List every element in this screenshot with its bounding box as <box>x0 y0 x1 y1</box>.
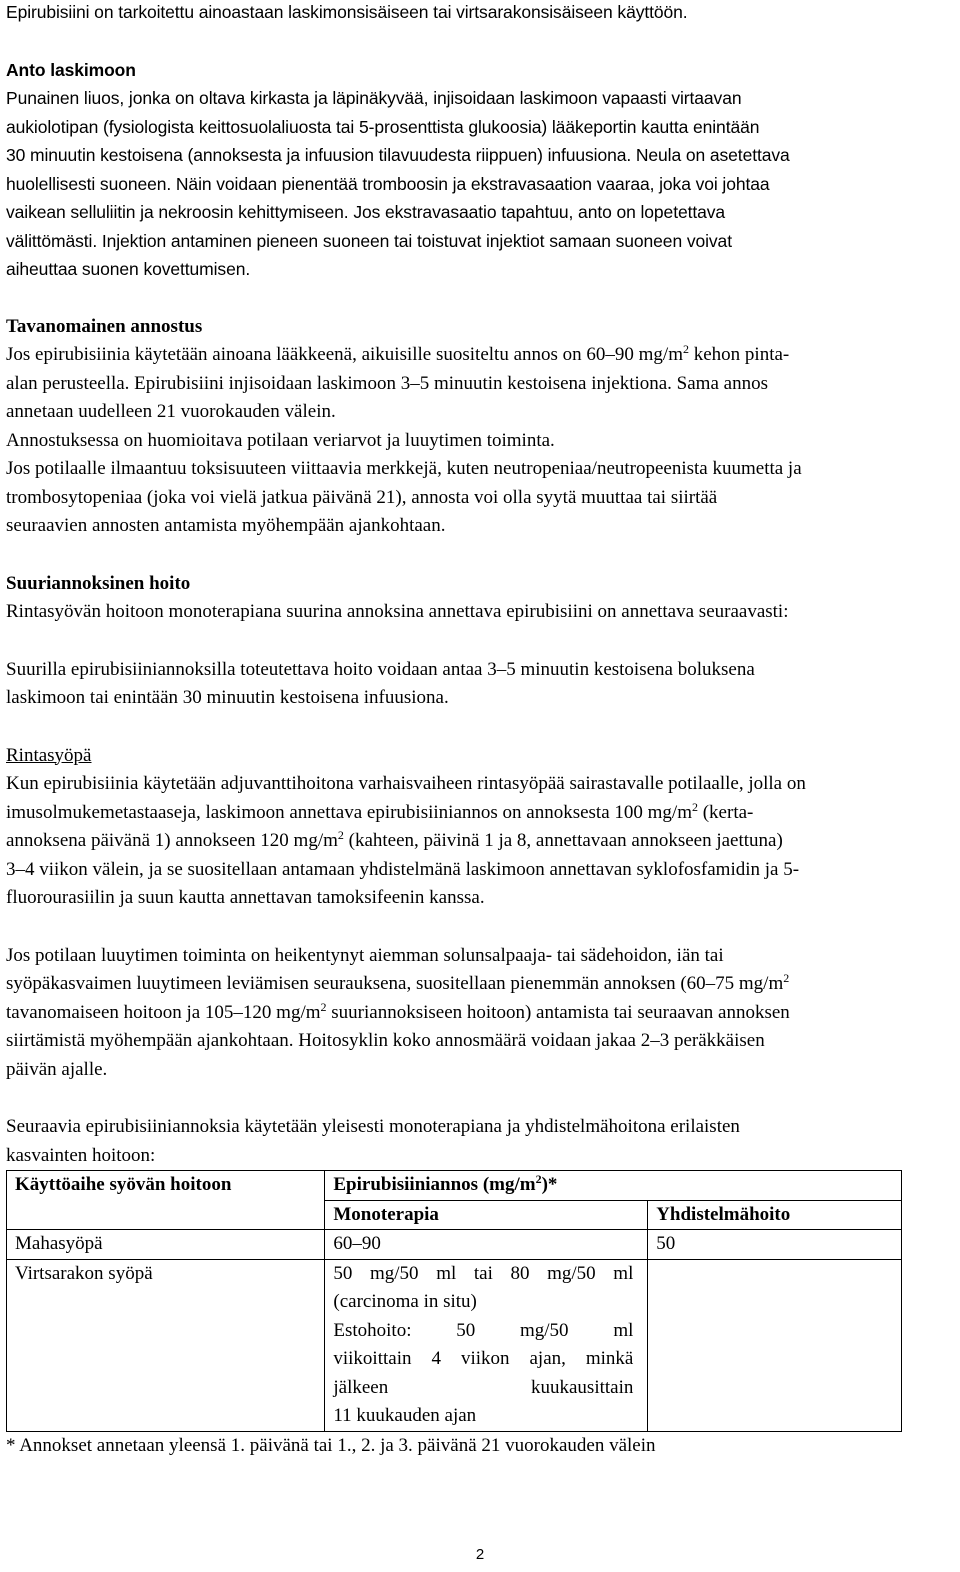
table-subheader-row <box>7 1200 902 1230</box>
table-header-row <box>7 1171 902 1201</box>
subheader-monoterapia: Monoterapia <box>325 1200 648 1230</box>
section-tavanomainen <box>6 313 956 541</box>
page-number: 2 <box>475 1546 485 1563</box>
row-indication: Virtsarakon syöpä <box>7 1259 325 1431</box>
mono-line: viikoittain 4 viikon ajan, minkä <box>333 1348 634 1369</box>
section-luuydin <box>6 942 956 1085</box>
mono-line: 50 mg/50 ml tai 80 mg/50 ml <box>333 1262 634 1284</box>
section-anto <box>6 56 956 284</box>
row-indication: Mahasyöpä <box>7 1230 325 1260</box>
mono-line: jälkeen kuukausittain <box>333 1376 634 1398</box>
row-monoterapia: 60–90 <box>325 1230 648 1260</box>
rintasyopa-heading: Rintasyöpä <box>6 744 92 766</box>
row-yhdistelmahoito: 50 <box>648 1230 902 1260</box>
suuriannos-line: Rintasyövän hoitoon monoterapiana suurina annoksina annettava epirubisiini on annettava seuraavasti: <box>6 601 789 622</box>
tavanomainen-line: Annostuksessa on huomioitava potilaan veriarvot ja luuytimen toiminta. <box>6 429 555 451</box>
dosage-table <box>6 1170 902 1432</box>
suuriannos-line: Suurilla epirubisiiniannoksilla toteutettava hoito voidaan antaa 3–5 minuutin kestoisena boluksena <box>6 658 755 680</box>
row-yhdistelmahoito <box>648 1259 902 1431</box>
tavanomainen-line: trombosytopeniaa (joka voi vielä jatkua päivänä 21), annosta voi olla syytä muuttaa tai siirtää <box>6 486 718 508</box>
luuydin-line: syöpäkasvaimen luuytimeen leviämisen seurauksena, suositellaan pienemmän annoksen (60–75 $mg/m^2$ <box>6 971 790 994</box>
anto-heading: Anto laskimoon <box>6 59 136 80</box>
rintasyopa-line: 3–4 viikon välein, ja se suositellaan antamaan yhdistelmänä laskimoon annettavan syklofosfamidin ja 5- <box>6 858 800 880</box>
anto-line: aukiolotipan (fysiologista keittosuolaliuosta tai 5-prosenttista glukoosia) lääkeportin kautta enintään <box>6 116 760 137</box>
table-row <box>7 1230 902 1260</box>
header-dose: Epirubisiiniannos $(mg/m^2)*$ <box>325 1171 902 1201</box>
mono-line: Estohoito: 50 mg/50 ml <box>333 1319 634 1341</box>
seuraavia-line: Seuraavia epirubisiiniannoksia käytetään yleisesti monoterapiana ja yhdistelmähoitona erilaisten <box>6 1116 740 1137</box>
rintasyopa-line: fluorourasiilin ja suun kautta annettavan tamoksifeenin kanssa. <box>6 887 485 908</box>
anto-line: huolellisesti suoneen. Näin voidaan pienentää tromboosin ja ekstravasaation vaaraa, joka voi johtaa <box>6 173 770 194</box>
intro-sentence: Epirubisiini on tarkoitettu ainoastaan laskimonsisäiseen tai virtsarakonsisäiseen käyttöön. <box>6 2 688 22</box>
luuydin-line: siirtämistä myöhempään ajankohtaan. Hoitosyklin koko annosmäärä voidaan jakaa 2–3 peräkkäisen <box>6 1030 765 1051</box>
suuriannos-line: laskimoon tai enintään 30 minuutin kestoisena infuusiona. <box>6 687 449 708</box>
section-suuriannos <box>6 570 956 713</box>
luuydin-line: Jos potilaan luuytimen toiminta on heikentynyt aiemman solunsalpaaja- tai sädehoidon, iän tai <box>6 944 724 966</box>
mono-line: (carcinoma in situ) <box>333 1291 477 1312</box>
anto-line: 30 minuutin kestoisena (annoksesta ja infuusion tilavuudesta riippuen) infuusiona. Neula on asetettava <box>6 145 790 165</box>
table-footnote: * Annokset annetaan yleensä 1. päivänä tai 1., 2. ja 3. päivänä 21 vuorokauden välein <box>6 1434 656 1456</box>
rintasyopa-line: annoksena päivänä 1) annokseen 120 $mg/m^2$ (kahteen, päivinä 1 ja 8, annettavaan annokseen jaettuna) <box>6 828 783 851</box>
tavanomainen-line: seuraavien annosten antamista myöhempään ajankohtaan. <box>6 515 446 536</box>
anto-line: aiheuttaa suonen kovettumisen. <box>6 259 251 279</box>
mono-line: 11 kuukauden ajan <box>333 1405 477 1426</box>
luuydin-line: tavanomaiseen hoitoon ja 105–120 $mg/m^2$ suuriannoksiseen hoitoon) antamista tai seuraavan annoksen <box>6 999 790 1023</box>
rintasyopa-line: Kun epirubisiinia käytetään adjuvanttihoitona varhaisvaiheen rintasyöpää sairastavalle potilaalle, jolla on <box>6 773 806 794</box>
header-indication: Käyttöaihe syövän hoitoon <box>7 1171 325 1201</box>
anto-line: vaikean selluliitin ja nekroosin kehittymiseen. Jos ekstravasaatio tapahtuu, anto on lopetettava <box>6 202 726 222</box>
table-row <box>7 1259 902 1431</box>
tavanomainen-line: Jos epirubisiinia käytetään ainoana lääkkeenä, aikuisille suositeltu annos on 60–90 $mg/m^2$ kehon pinta- <box>6 342 790 365</box>
luuydin-line: päivän ajalle. <box>6 1058 108 1080</box>
section-seuraavia <box>6 1113 956 1170</box>
suuriannos-heading: Suuriannoksinen hoito <box>6 572 191 594</box>
anto-line: välittömästi. Injektion antaminen pieneen suoneen tai toistuvat injektiot samaan suoneen voivat <box>6 230 732 251</box>
tavanomainen-heading: Tavanomainen annostus <box>6 315 203 337</box>
tavanomainen-line: alan perusteella. Epirubisiini injisoidaan laskimoon 3–5 minuutin kestoisena injektiona. Sama annos <box>6 372 768 394</box>
row-monoterapia <box>325 1259 648 1431</box>
tavanomainen-line: Jos potilaalle ilmaantuu toksisuuteen viittaavia merkkejä, kuten neutropeniaa/neutropeenista kuumetta ja <box>6 458 802 479</box>
subheader-yhdistelmahoito: Yhdistelmähoito <box>648 1200 902 1230</box>
anto-line: Punainen liuos, jonka on oltava kirkasta ja läpinäkyvää, injisoidaan laskimoon vapaasti virtaavan <box>6 88 742 108</box>
seuraavia-line: kasvainten hoitoon: <box>6 1144 156 1166</box>
tavanomainen-line: annetaan uudelleen 21 vuorokauden välein. <box>6 401 336 422</box>
document-page <box>6 0 956 1460</box>
subheader-empty <box>7 1200 325 1230</box>
rintasyopa-line: imusolmukemetastaaseja, laskimoon annettava epirubisiiniannos on annoksesta 100 $mg/m^2$ (kerta- <box>6 799 754 823</box>
section-rintasyopa <box>6 742 956 913</box>
